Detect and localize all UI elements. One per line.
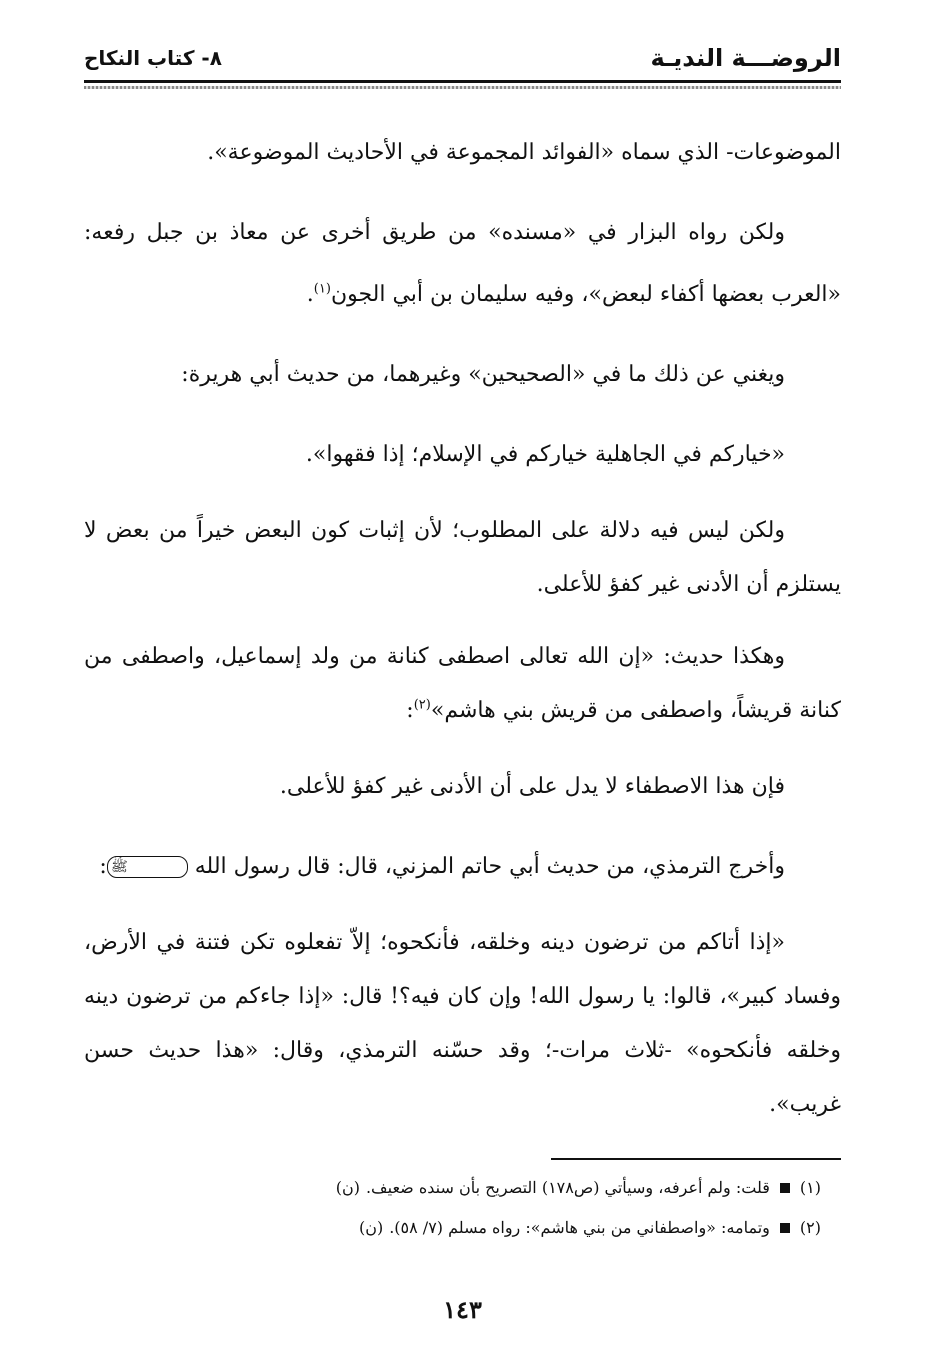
paragraph-4: «خياركم في الجاهلية خياركم في الإسلام؛ إذا فقهوا». — [305, 442, 785, 467]
paragraph-5: ولكن ليس فيه دلالة على المطلوب؛ لأن إثبات كون البعض خيراً من بعض لا يستلزم أن الأدنى غير كفؤ للأعلى. — [84, 518, 841, 597]
footnote-number: (٢) — [799, 1218, 821, 1237]
footnote-tag: (ن) — [358, 1218, 384, 1237]
paragraph-7: فإن هذا الاصطفاء لا يدل على أن الأدنى غير كفؤ للأعلى. — [279, 774, 785, 799]
square-marker-icon — [780, 1183, 790, 1193]
footnote-ref-2: (٢) — [413, 697, 431, 713]
paragraph-6-text: وهكذا حديث: «إن الله تعالى اصطفى كنانة من ولد إسماعيل، واصطفى من كنانة قريشاً، واصطفى من قريش بني هاشم» — [84, 644, 841, 723]
paragraph-6 — [84, 630, 841, 738]
footnotes — [84, 1168, 821, 1248]
header-rule-dotted — [84, 86, 841, 89]
main-text — [84, 122, 841, 1150]
paragraph-8-text: وأخرج الترمذي، من حديث أبي حاتم المزني، قال: قال رسول الله — [194, 854, 785, 879]
paragraph-3: ويغني عن ذلك ما في «الصحيحين» وغيرهما، من حديث أبي هريرة: — [181, 362, 785, 387]
footnote-rule — [551, 1158, 841, 1160]
salla-ligature: ﷺ — [107, 856, 188, 878]
footnote-1 — [84, 1168, 821, 1208]
paragraph-2 — [84, 202, 841, 326]
paragraph-2-text: ولكن رواه البزار في «مسنده» من طريق أخرى عن معاذ بن جبل رفعه: «العرب بعضها أكفاء لبعض»، وفيه سليمان بن أبي الجون — [84, 220, 841, 307]
footnote-text: وتمامه: «واصطفاني من بني هاشم»: رواه مسلم (٧/ ٥٨). — [389, 1218, 770, 1237]
paragraph-6-end: : — [406, 698, 414, 723]
paragraph-9: «إذا أتاكم من ترضون دينه وخلقه، فأنكحوه؛ إلاّ تفعلوه تكن فتنة في الأرض، وفساد كبير»، قالوا: يا رسول الله! وإن كان فيه؟! قال: «إذا جاءكم من ترضون دينه وخلقه فأنكحوه» -ثلاث مرات-؛ وقد حسّنه الترمذي، وقال: «هذا حديث حسن غريب». — [84, 930, 841, 1117]
footnote-tag: (ن) — [335, 1178, 360, 1197]
square-marker-icon — [780, 1223, 790, 1233]
footnote-text: قلت: ولم أعرفه، وسيأتي (ص١٧٨) التصريح بأن سنده ضعيف. — [365, 1178, 770, 1197]
page-number: ١٤٣ — [443, 1295, 482, 1324]
running-header — [84, 36, 841, 80]
chapter-title: ٨- كتاب النكاح — [84, 46, 222, 70]
paragraph-2-end: . — [306, 282, 314, 307]
footnote-2 — [84, 1208, 821, 1248]
paragraph-1: الموضوعات- الذي سماه «الفوائد المجموعة في الأحاديث الموضوعة». — [207, 140, 841, 165]
book-title: الروضـــة النديـة — [650, 44, 841, 72]
paragraph-8-end: : — [99, 854, 107, 879]
header-rule — [84, 80, 841, 83]
footnote-number: (١) — [799, 1178, 821, 1197]
paragraph-8 — [84, 836, 841, 898]
footnote-ref-1: (١) — [313, 281, 331, 297]
